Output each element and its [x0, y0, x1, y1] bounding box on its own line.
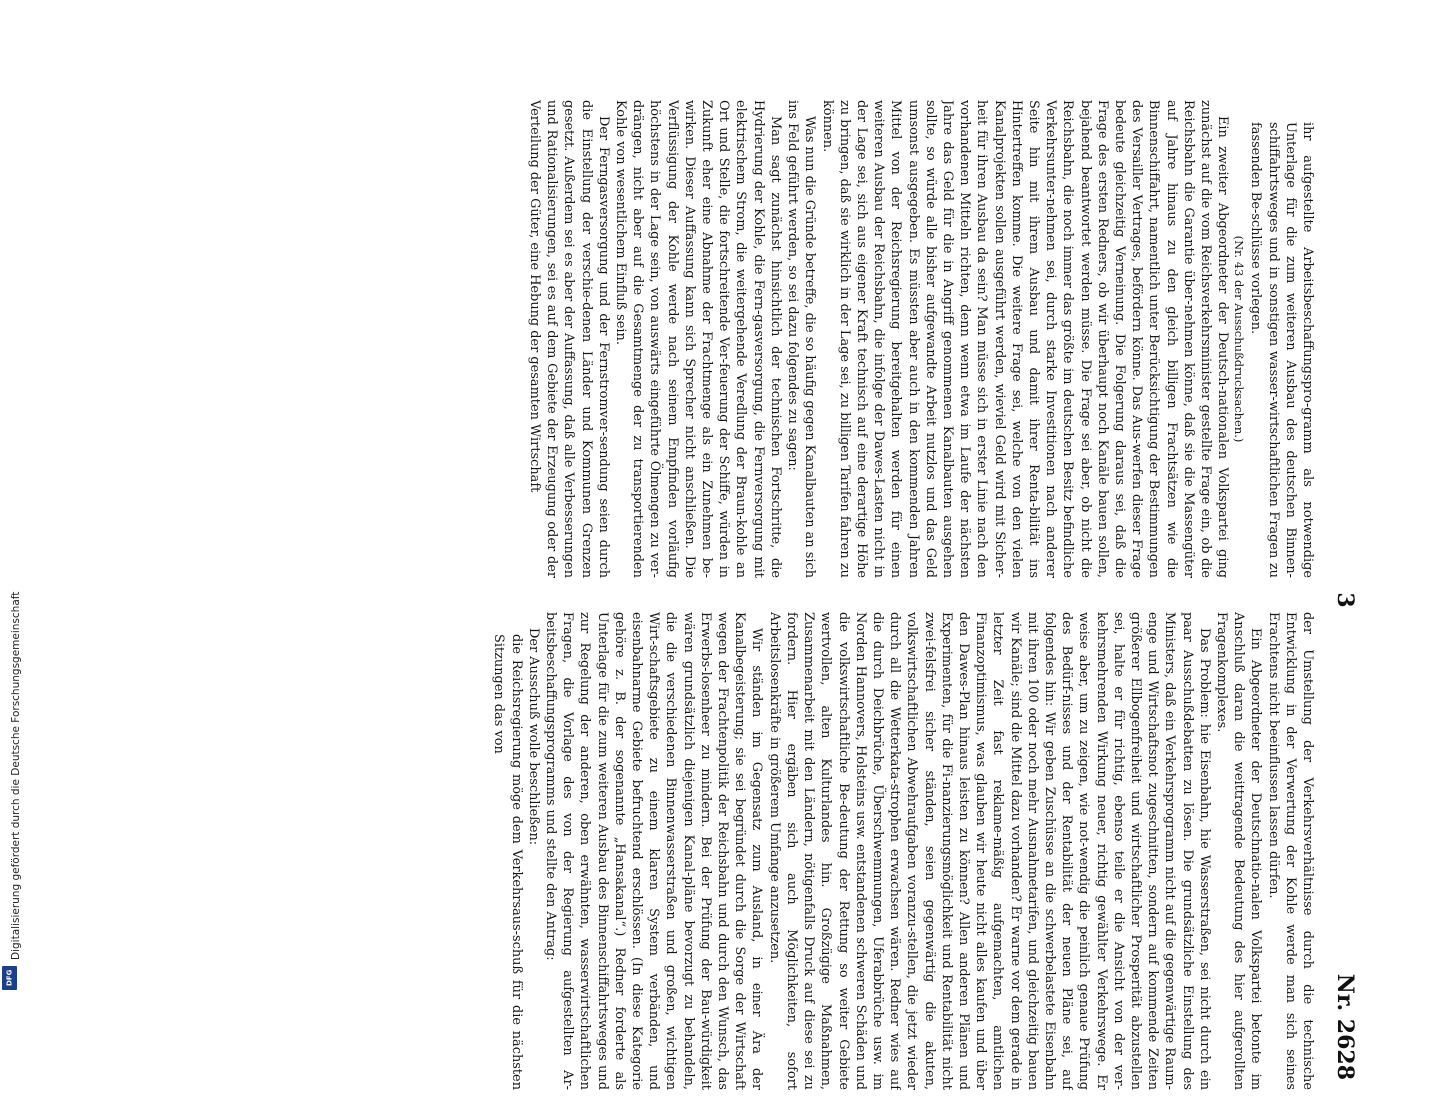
rotated-page-content	[200, 100, 1360, 1100]
page-number: 3	[1332, 592, 1358, 608]
paragraph: Was nun die Gründe betreffe, die so häufig gegen Kanalbauten an sich ins Feld geführt werden, so sei dazu folgendes zu sagen:	[785, 100, 818, 578]
text-column-left	[206, 100, 1316, 578]
page-header	[1320, 100, 1360, 1100]
paragraph: Der Ferngasversorgung und der Fernstromver-sendung seien durch die Einstellung der verschie-denen Länder und Kommunen Grenzen gesetzt. Außerdem sei es aber der Auffassung, daß alle Verbesserungen und Rationalisierungen, sei es auf dem Gebiete der Erzeugung oder der Verteilung der Güter, eine Hebung der gesamten Wirtschaft	[527, 100, 611, 578]
digitization-credit-text: Digitalisierung gefördert durch die Deutsche Forschungsgemeinschaft	[10, 591, 22, 960]
paragraph-reference: (Nr. 43 der Ausschußdrucksachen.)	[1232, 235, 1247, 443]
paragraph: die Reichsregierung möge dem Verkehrsaus-schuß für die nächsten Sitzungen das von	[491, 634, 524, 1090]
text-column-right	[206, 612, 1316, 1090]
paragraph: Ein Abgeordneter der Deutschnatio-nalen Volkspartei betonte im Anschluß daran die weittragende Bedeutung des hier aufgerollten Fragenkomplexes.	[1213, 612, 1264, 1090]
document-number: Nr. 2628	[1332, 973, 1358, 1080]
paragraph: Das Problem: hie Eisenbahn, hie Wasserstraßen, sei nicht durch ein paar Ausschußdebatten zu lösen. Die grundsätzliche Einstellung des Ministers, daß ein Verkehrsprogramm nicht auf die gegenwärtige Raum-enge und Wirtschaftsnot zugeschnitten, sondern auf kommende Zeiten größerer Ellbogenfreiheit und wirtschaftlicher Prosperität abzustellen sei, halte er für richtig, ebenso teile er die Ansicht von der ver-kehrsmehrenden Wirkung neuer, richtig gewählter Verkehrswege. Er weise aber, um zu zeigen, wie not-wendig die peinlich genaue Prüfung des Bedürf-nisses und der Rentabilität der neuen Pläne sei, auf folgendes hin: Wir geben Zuschüsse an die schwerbelastete Eisenbahn mit ihren 100 oder noch mehr Ausnahmetarifen, und gleichzeitig bauen wir Kanäle; sind die Mittel dazu vorhanden? Er warne vor dem gerade in letzter Zeit fast reklame-mäßig aufgemachten, amtlichen Finanzoptimismus, was glauben wir heute nicht alles kaufen und über den Dawes-Plan hinaus leisten zu können? Allen anderen Plänen und Experimenten, für die Fi-nanzierungsmöglichkeit und Rentabilität nicht zwei-felsfrei sicher ständen, seien gegenwärtig die akuten, volkswirtschaftlichen Abwehraufgaben voranzu-stellen, die jetzt wieder durch all die Wetterkata-strophen erwachsen wären. Redner wies auf die durch Deichbrüche, Überschwemmungen, Uferabbrüche usw. im Norden Hannovers, Holsteins usw. entstandenen schweren Schäden und die volkswirtschaftliche Be-deutung der Rettung so weiter Gebiete wertvollen, alten Kulturlandes hin. Großzügige Maßnahmen, Zusammenarbeit mit den Ländern, nötigenfalls Druck auf diese sei zu fordern. Hier ergäben sich auch Möglichkeiten, sofort Arbeitslosenkräfte in größerem Umfange anzusetzen.	[766, 612, 1212, 1090]
paragraph: Ein zweiter Abgeordneter der Deutsch-nationalen Volkspartei ging zunächst auf die vom Reichsverkehrsminister gestellte Frage ein, ob die Reichsbahn die Garantie über-nehmen könne, daß sie die Massengüter auf Jahre hinaus zu den gleich billigen Frachtsätzen wie die Binnenschiffahrt, namentlich unter Berücksichtigung der Bestimmungen des Versailler Vertrages, befördern könne. Das Aus-werfen dieser Frage bedeute gleichzeitig Verneinung. Die Folgerung daraus sei, daß die Frage des ersten Redners, ob wir überhaupt noch Kanäle bauen sollen, bejahend beantwortet werden müsse. Die Frage sei aber, ob nicht die Reichsbahn, die noch immer das größte im deutschen Besitz befindliche Verkehrsunter-nehmen sei, durch starke Investitionen nach anderer Seite hin mit ihrem Ausbau und damit ihrer Renta-bilität ins Hintertreffen komme. Die weitere Frage sei, welche von den vielen Kanalprojekten sollen ausgeführt werden, wieviel Geld wird mit Sicher-heit für ihren Ausbau da sein? Man müsse sich in erster Linie nach den vorhandenen Mitteln richten, denn wenn etwa im Laufe der nächsten Jahre das Geld für die in Angriff genommenen Kanalbauten ausgehen sollte, so würde alle bisher aufgewandte Arbeit nutzlos und das Geld umsonst ausgegeben. Es müssten aber auch in den kommenden Jahren Mittel von der Reichsregierung bereitgehalten werden für einen weiteren Ausbau der Reichsbahn, die infolge der Dawes-Lasten nicht in der Lage sei, sich aus eigener Kraft technisch auf eine derartige Höhe zu bringen, daß sie wirklich in der Lage sei, zu billigen Tarifen fahren zu können.	[819, 100, 1231, 578]
paragraph: Man sagt zunächst hinsichtlich der technischen Fortschritte, die Hydrierung der Kohle, die Fern-gasversorgung, die Fernversorgung mit elektrischem Strom, die weitergehende Veredlung der Braun-kohle an Ort und Stelle, die fortschreitende Ver-feuerung der Schiffe, würden in Zukunft eher eine Abnahme der Frachtmenge als ein Zunehmen be-wirken. Dieser Auffassung kann sich Sprecher nicht anschließen. Die Verflüssigung der Kohle werde nach seinem Empfinden vorläufig höchstens in der Lage sein, von auswärts eingeführte Ölmengen zu ver-drängen, nicht aber auf die Gesamtmenge der zu transportierenden Kohle von wesentlichem Einfluß sein.	[613, 100, 783, 578]
dfg-logo-icon: DFG	[2, 966, 17, 990]
paragraph: Der Ausschuß wolle beschließen:	[525, 628, 541, 846]
paragraph: der Umstellung der Verkehrsverhältnisse durch die technische Entwicklung in der Verwertung der Kohle werde man sich seines Erachtens nicht beeinflussen lassen dürfen.	[1265, 612, 1315, 1090]
paragraph: ihr aufgestellte Arbeitsbeschaffungspro-gramm als notwendige Unterlage für die zum weiteren Ausbau des deutschen Binnen-schiffahrtsweges und in sonstigen wasser-wirtschaftlichen Fragen zu fassenden Be-schlüsse vorlegen.	[1248, 122, 1315, 578]
digitization-credit	[0, 0, 20, 1000]
digitization-credit-strip	[0, 0, 20, 1000]
paragraph: Wir ständen im Gegensatz zum Ausland, in einer Ära der Kanalbegeisterung; sie sei begründet durch die Sorge der Wirtschaft wegen der Frachtenpolitik der Reichsbahn und durch den Wunsch, das Erwerbs-losenheer zu mindern. Bei der Prüfung der Bau-würdigkeit wären grundsätzlich diejenigen Kanal-pläne bevorzugt zu behandeln, die die verschiedenen Binnenwasserstraßen und großen, wichtigen Wirt-schaftsgebiete zu einem klaren System verbänden, und eisenbahnarme Gebiete befruchtend erschlössen. (In diese Kategorie gehöre z. B. der sogenannte „Hansakanal“.) Redner forderte als Unterlage für die zum weiteren Ausbau des Binnenschiffahrtsweges und zur Regelung der anderen, oben erwähnten, wasserwirtschaftlichen Fragen, die Vorlage des von der Regierung aufgestellten Ar-beitsbeschaffungsprogramms und stellte den Antrag:	[543, 612, 765, 1090]
